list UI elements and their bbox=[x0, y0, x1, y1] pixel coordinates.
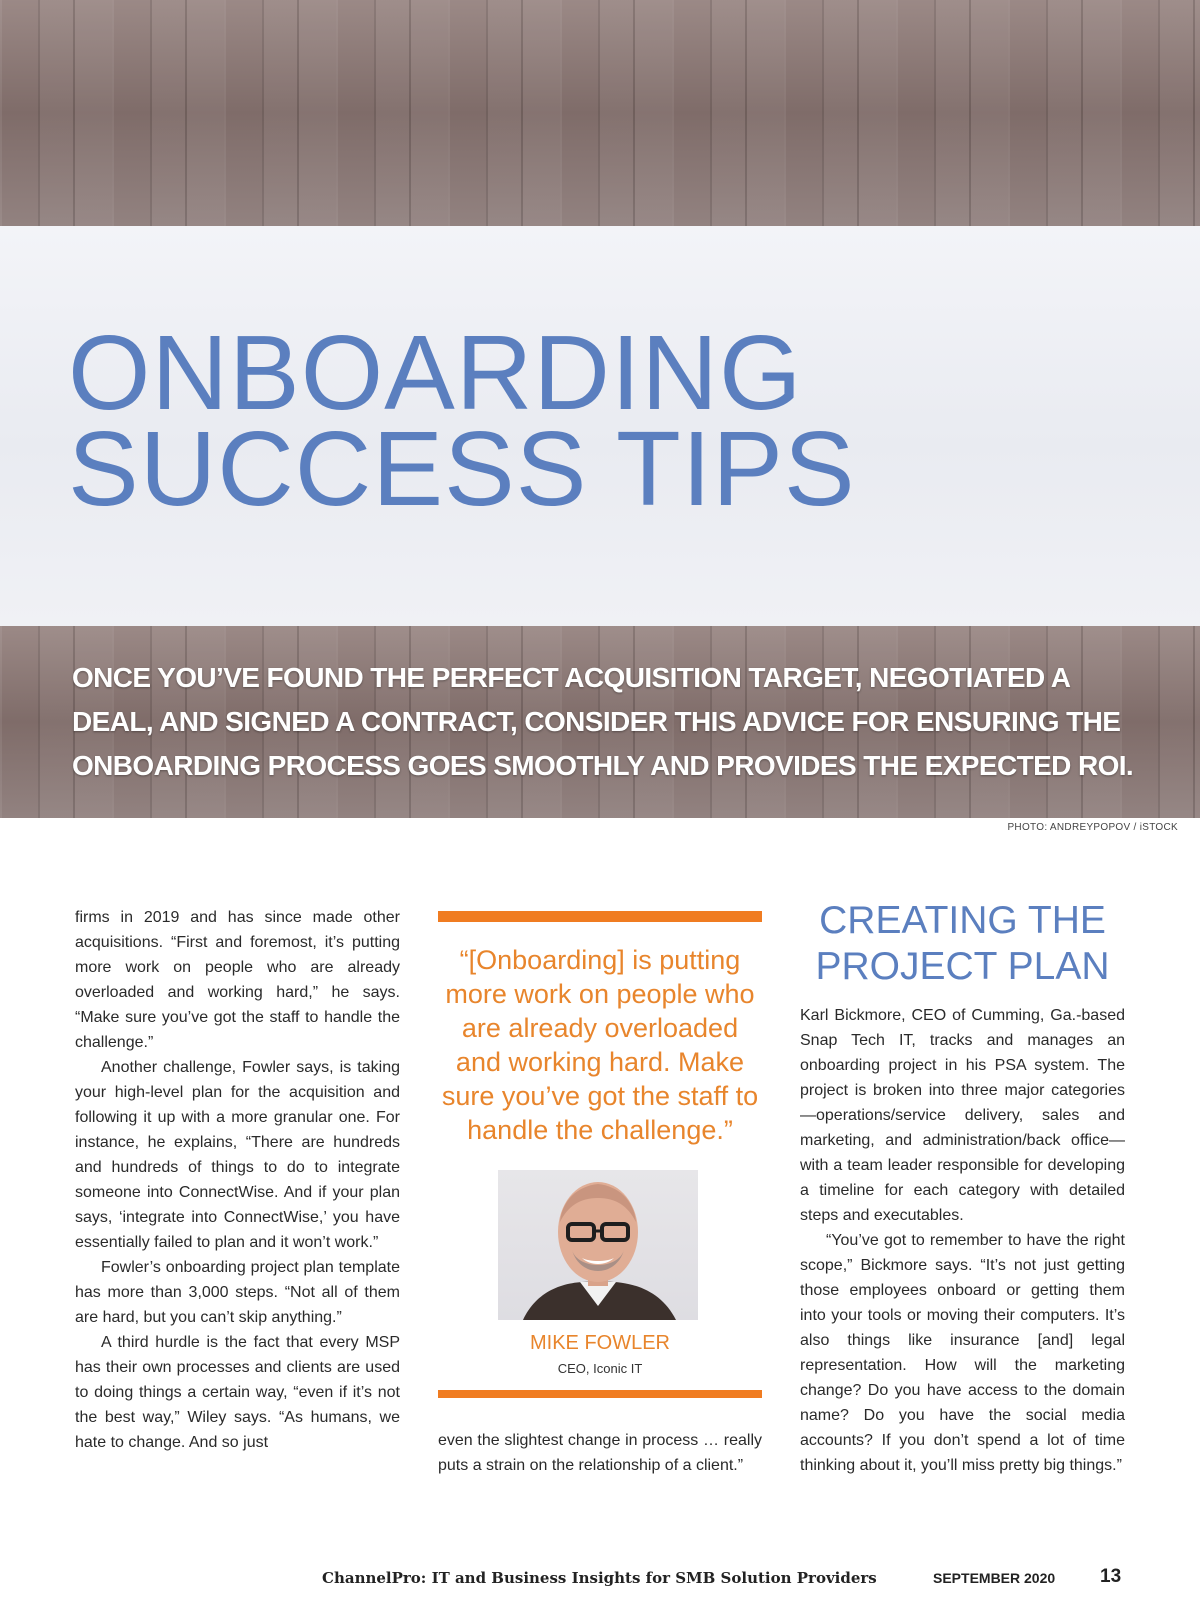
pullquote-text: “[Onboarding] is putting more work on people who are already overloaded and working hard. Make sure you’ve got the staff to handle the challenge.” bbox=[441, 945, 759, 1145]
headline-line-1: ONBOARDING bbox=[68, 314, 803, 432]
section-heading bbox=[800, 898, 1125, 990]
pullquote-name: MIKE FOWLER bbox=[529, 1332, 670, 1354]
column2-paragraph-1: even the slightest change in process … really puts a strain on the relationship of a client.” bbox=[438, 1432, 762, 1474]
hero-wood-photo bbox=[0, 0, 1200, 226]
mike-fowler-portrait bbox=[498, 1170, 698, 1320]
section-heading-line-1: CREATING THE bbox=[819, 899, 1106, 942]
column3-paragraph-1: Karl Bickmore, CEO of Cumming, Ga.-based Snap Tech IT, tracks and manages an onboarding project in his PSA system. The project is broken into three major categories—operations/service delivery, sales and marketing, and administration/back office—with a team leader responsible for developing a timeline for each category with detailed steps and executables. bbox=[800, 1007, 1125, 1224]
pullquote-top-rule bbox=[438, 911, 762, 922]
portrait-illustration bbox=[498, 1170, 698, 1320]
pullquote-bottom-rule bbox=[438, 1390, 762, 1398]
pullquote-role: CEO, Iconic IT bbox=[557, 1361, 643, 1376]
body-column-3 bbox=[800, 1003, 1125, 1478]
photo-credit: PHOTO: ANDREYPOPOV / iSTOCK bbox=[1007, 822, 1178, 833]
footer-publication: ChannelPro: IT and Business Insights for SMB Solution Providers bbox=[322, 1569, 877, 1587]
section-heading-line-2: PROJECT PLAN bbox=[815, 945, 1110, 988]
article-headline bbox=[68, 314, 856, 528]
body-column-2 bbox=[438, 1428, 762, 1478]
column1-paragraph-4: A third hurdle is the fact that every MSP has their own processes and clients are used to doing things a certain way, “even if it’s not the best way,” Wiley says. “As humans, we hate to change. And so just bbox=[75, 1334, 400, 1451]
column3-paragraph-2: “You’ve got to remember to have the right scope,” Bickmore says. “It’s not just getting those employees onboard or getting them into your tools or moving their computers. It’s also things like insurance [and] legal representation. How will the marketing change? Do you have access to the domain name? Do you have the social media accounts? If you don’t spend a lot of time thinking about it, you’ll miss pretty big things.” bbox=[800, 1232, 1125, 1474]
column1-paragraph-1: firms in 2019 and has since made other acquisitions. “First and foremost, it’s putting more work on people who are already overloaded and working hard,” he says. “Make sure you’ve got the staff to handle the challenge.” bbox=[75, 909, 400, 1051]
column1-paragraph-3: Fowler’s onboarding project plan template has more than 3,000 steps. “Not all of them are hard, but you can’t skip anything.” bbox=[75, 1259, 400, 1326]
column1-paragraph-2: Another challenge, Fowler says, is taking your high-level plan for the acquisition and following it up with a more granular one. For instance, he explains, “There are hundreds and hundreds of things to do to integrate someone into ConnectWise. And if your plan says, ‘integrate into ConnectWise,’ you have essentially failed to plan and it won’t work.” bbox=[75, 1059, 400, 1251]
headline-line-2: SUCCESS TIPS bbox=[68, 410, 856, 528]
article-deck bbox=[72, 656, 1152, 788]
deck-line-3: ONBOARDING PROCESS GOES SMOOTHLY AND PROVIDES THE EXPECTED ROI. bbox=[72, 750, 1134, 781]
deck-line-1: ONCE YOU’VE FOUND THE PERFECT ACQUISITION TARGET, NEGOTIATED A bbox=[72, 662, 1071, 693]
page-number: 13 bbox=[1100, 1566, 1122, 1587]
body-column-1 bbox=[75, 905, 400, 1455]
footer-date: SEPTEMBER 2020 bbox=[933, 1570, 1056, 1586]
deck-line-2: DEAL, AND SIGNED A CONTRACT, CONSIDER THIS ADVICE FOR ENSURING THE bbox=[72, 706, 1121, 737]
